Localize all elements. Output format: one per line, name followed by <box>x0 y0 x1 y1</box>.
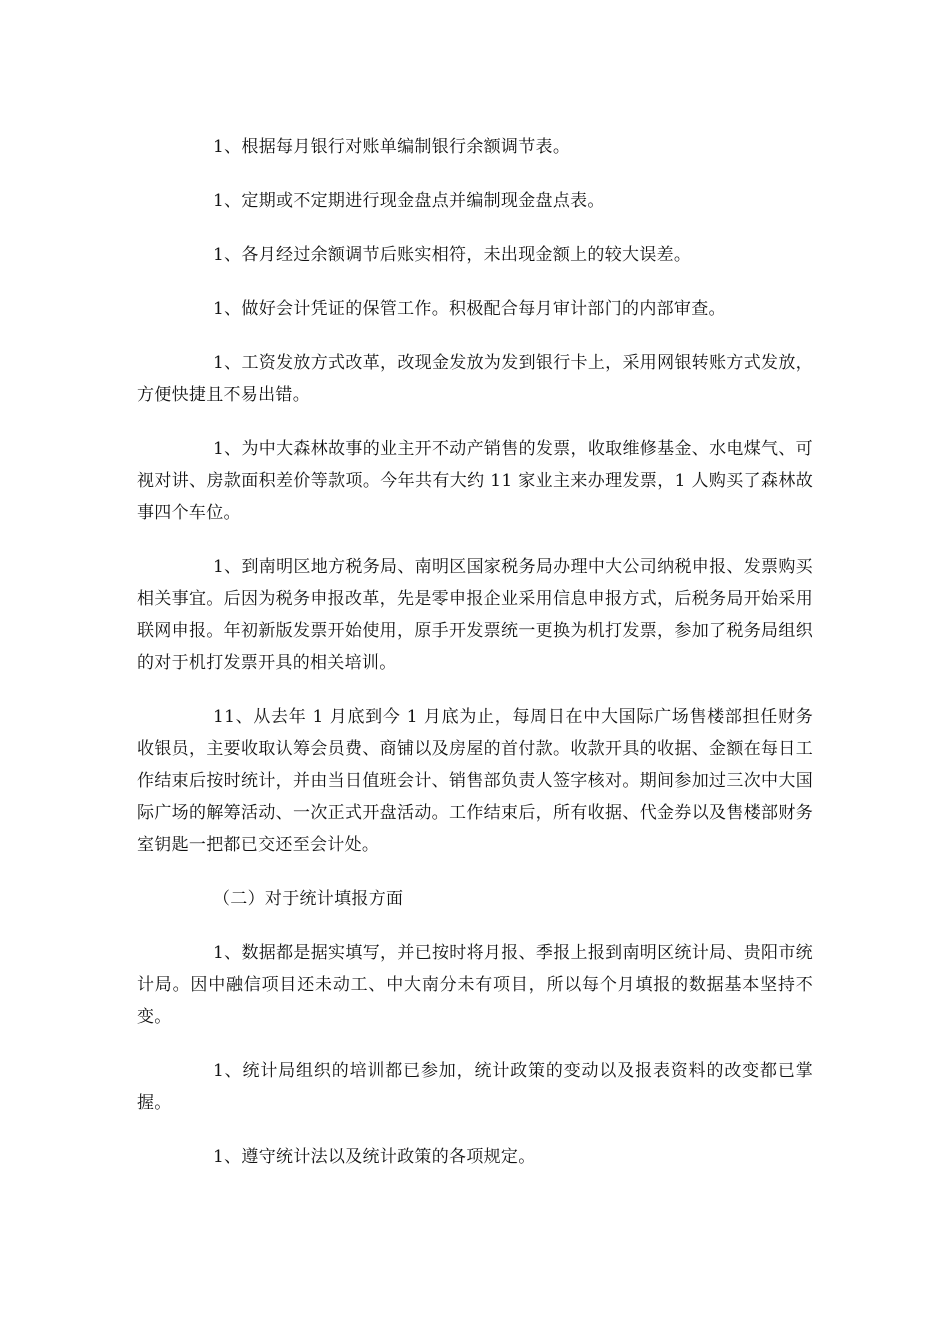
paragraph-salary-reform: 1、工资发放方式改革，改现金发放为发到银行卡上，采用网银转账方式发放，方便快捷且不易出错。 <box>137 353 813 405</box>
paragraph-invoices: 1、为中大森林故事的业主开不动产销售的发票，收取维修基金、水电煤气、可视对讲、房款面积差价等款项。今年共有大约 11 家业主来办理发票，1 人购买了森林故事四个车位。 <box>137 439 813 523</box>
paragraph-statistics-law: 1、遵守统计法以及统计政策的各项规定。 <box>213 1147 536 1167</box>
document-body <box>137 131 813 1195</box>
paragraph-statistics-data: 1、数据都是据实填写，并已按时将月报、季报上报到南明区统计局、贵阳市统计局。因中融信项目还未动工、中大南分未有项目，所以每个月填报的数据基本坚持不变。 <box>137 943 813 1027</box>
section-heading-statistics: （二）对于统计填报方面 <box>213 889 404 909</box>
paragraph-voucher-custody: 1、做好会计凭证的保管工作。积极配合每月审计部门的内部审查。 <box>213 299 726 319</box>
paragraph-bank-reconciliation: 1、根据每月银行对账单编制银行余额调节表。 <box>213 137 571 157</box>
paragraph-statistics-training: 1、统计局组织的培训都已参加，统计政策的变动以及报表资料的改变都已掌握。 <box>137 1061 813 1113</box>
paragraph-cashier-duty: 11、从去年 1 月底到今 1 月底为止，每周日在中大国际广场售楼部担任财务收银员，主要收取认筹会员费、商铺以及房屋的首付款。收款开具的收据、金额在每日工作结束后按时统计，并由当日值班会计、销售部负责人签字核对。期间参加过三次中大国际广场的解筹活动、一次正式开盘活动。工作结束后，所有收据、代金券以及售楼部财务室钥匙一把都已交还至会计处。 <box>137 707 813 855</box>
paragraph-balance-match: 1、各月经过余额调节后账实相符，未出现金额上的较大误差。 <box>213 245 692 265</box>
paragraph-tax-filing: 1、到南明区地方税务局、南明区国家税务局办理中大公司纳税申报、发票购买相关事宜。后因为税务申报改革，先是零申报企业采用信息申报方式，后税务局开始采用联网申报。年初新版发票开始使用，原手开发票统一更换为机打发票，参加了税务局组织的对于机打发票开具的相关培训。 <box>137 557 813 673</box>
paragraph-cash-count: 1、定期或不定期进行现金盘点并编制现金盘点表。 <box>213 191 605 211</box>
